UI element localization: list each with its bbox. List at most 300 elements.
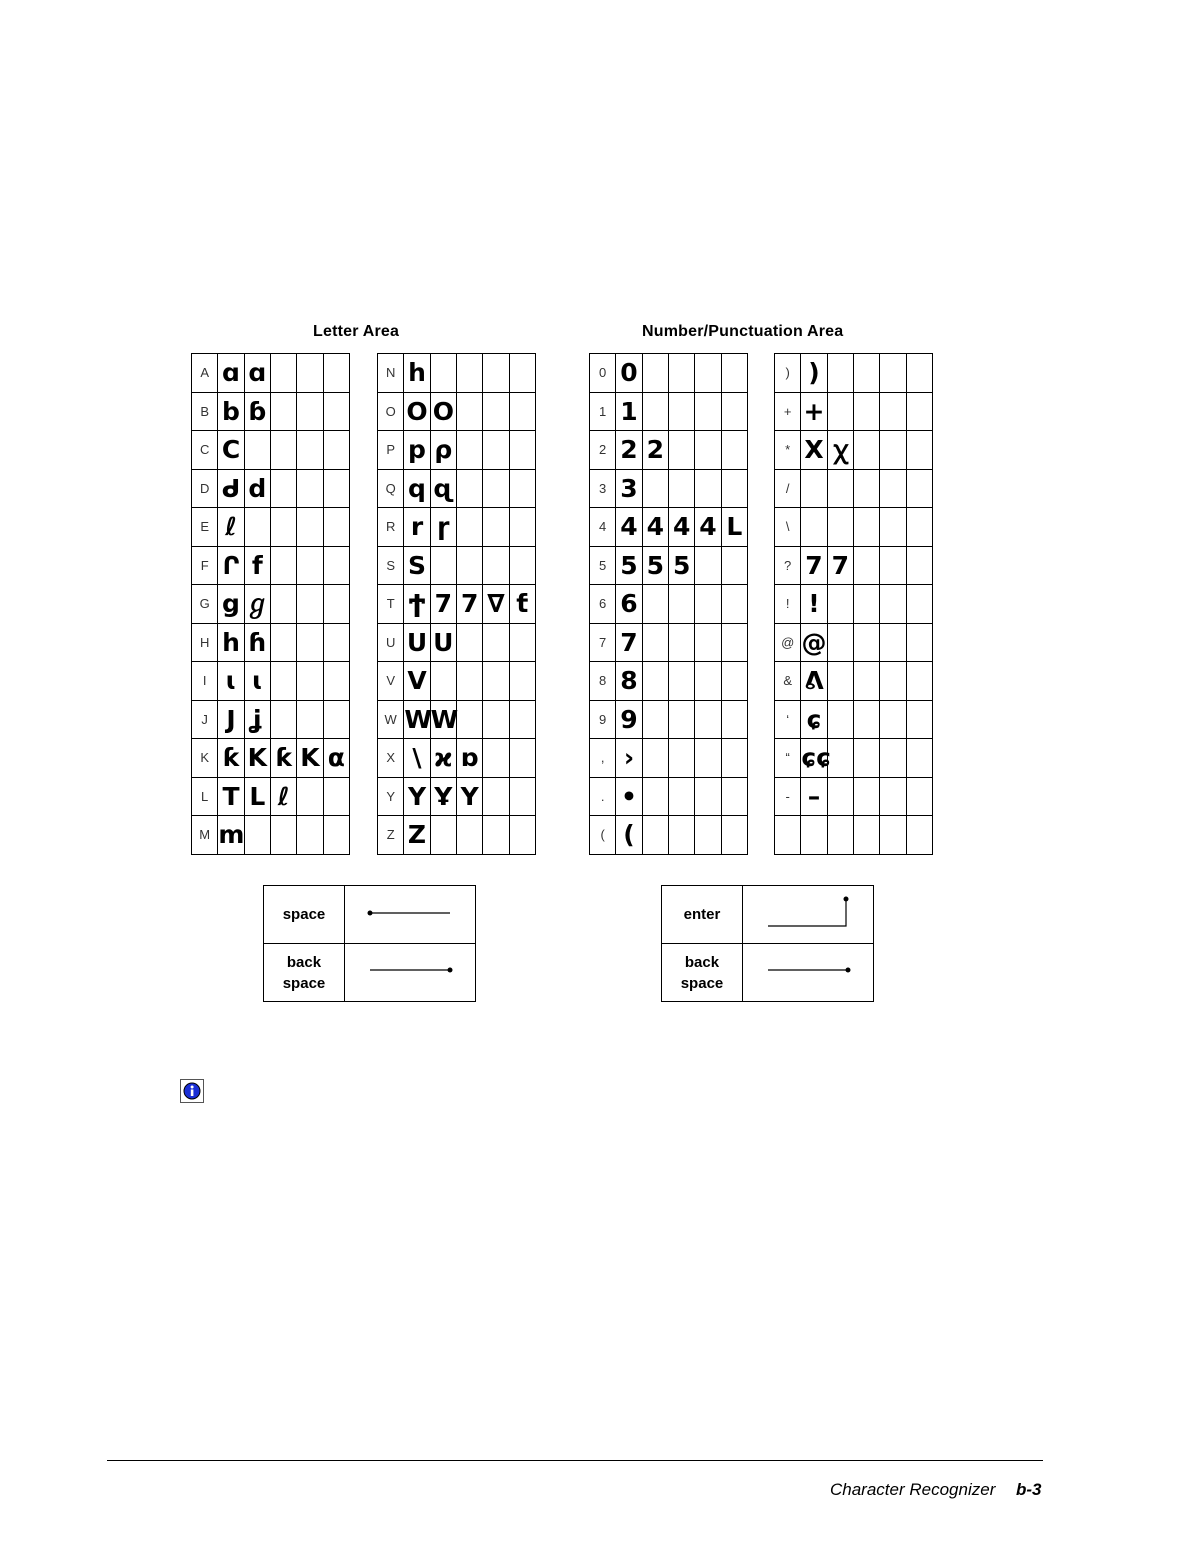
empty-cell <box>853 354 879 393</box>
empty-cell <box>721 662 747 701</box>
empty-cell <box>668 700 694 739</box>
empty-cell <box>853 739 879 778</box>
empty-cell <box>323 777 349 816</box>
empty-cell <box>270 816 296 855</box>
handwriting-sample: ɋ <box>430 469 456 508</box>
grid-row <box>775 546 933 585</box>
row-label: \ <box>775 508 801 547</box>
handwriting-sample: q <box>404 469 430 508</box>
row-label: S <box>378 546 404 585</box>
gesture-label: enter <box>662 886 743 944</box>
empty-cell <box>509 662 535 701</box>
empty-cell <box>668 816 694 855</box>
number-grid-digits <box>589 353 748 855</box>
empty-cell <box>880 777 906 816</box>
empty-cell <box>270 469 296 508</box>
handwriting-sample: 0 <box>616 354 642 393</box>
handwriting-sample: ɕɕ <box>801 739 827 778</box>
empty-cell <box>853 777 879 816</box>
handwriting-sample: T <box>218 777 244 816</box>
empty-cell <box>642 392 668 431</box>
empty-cell <box>668 392 694 431</box>
empty-cell <box>827 777 853 816</box>
handwriting-sample: ∇ <box>483 585 509 624</box>
grid-row <box>378 700 536 739</box>
handwriting-sample: ɼ <box>430 508 456 547</box>
punctuation-grid <box>774 353 933 855</box>
empty-cell <box>906 469 932 508</box>
grid-row <box>775 662 933 701</box>
row-label: W <box>378 700 404 739</box>
grid-row <box>775 469 933 508</box>
grid-row <box>378 354 536 393</box>
row-label: ) <box>775 354 801 393</box>
empty-cell <box>483 431 509 470</box>
empty-cell <box>721 816 747 855</box>
handwriting-sample: ꭓ <box>827 431 853 470</box>
handwriting-sample: + <box>801 392 827 431</box>
empty-cell <box>827 585 853 624</box>
gesture-label: space <box>264 886 345 944</box>
row-label: 7 <box>590 623 616 662</box>
empty-cell <box>721 585 747 624</box>
empty-cell <box>456 469 482 508</box>
row-label: ! <box>775 585 801 624</box>
empty-cell <box>668 739 694 778</box>
empty-cell <box>721 623 747 662</box>
row-label: A <box>192 354 218 393</box>
handwriting-sample: d <box>244 469 270 508</box>
empty-cell <box>880 546 906 585</box>
empty-cell <box>668 662 694 701</box>
handwriting-sample: 4 <box>668 508 694 547</box>
row-label: ‘ <box>775 700 801 739</box>
grid-row <box>590 623 748 662</box>
row-label: * <box>775 431 801 470</box>
handwriting-sample: 5 <box>616 546 642 585</box>
empty-cell <box>456 431 482 470</box>
grid-row <box>192 700 350 739</box>
empty-cell <box>668 469 694 508</box>
grid-row <box>192 508 350 547</box>
row-label: N <box>378 354 404 393</box>
empty-cell <box>695 700 721 739</box>
grid-row <box>590 700 748 739</box>
grid-row <box>378 739 536 778</box>
empty-cell <box>456 354 482 393</box>
empty-cell <box>827 739 853 778</box>
empty-cell <box>853 469 879 508</box>
empty-cell <box>721 354 747 393</box>
empty-cell <box>509 739 535 778</box>
handwriting-sample: f <box>244 546 270 585</box>
handwriting-sample: W <box>404 700 430 739</box>
empty-cell <box>853 546 879 585</box>
grid-row <box>378 546 536 585</box>
handwriting-sample: h <box>218 623 244 662</box>
handwriting-sample: ) <box>801 354 827 393</box>
info-icon <box>180 1079 204 1103</box>
row-label: O <box>378 392 404 431</box>
empty-cell <box>695 623 721 662</box>
empty-cell <box>509 700 535 739</box>
gesture-row <box>264 886 476 944</box>
grid-row <box>590 585 748 624</box>
empty-cell <box>297 546 323 585</box>
row-label: C <box>192 431 218 470</box>
empty-cell <box>642 469 668 508</box>
empty-cell <box>906 508 932 547</box>
empty-cell <box>323 585 349 624</box>
empty-cell <box>270 431 296 470</box>
empty-cell <box>483 469 509 508</box>
gesture-stroke-icon <box>743 944 874 1002</box>
grid-row <box>378 816 536 855</box>
handwriting-sample: Y <box>404 777 430 816</box>
handwriting-sample: ƙ <box>218 739 244 778</box>
handwriting-sample: 9 <box>616 700 642 739</box>
empty-cell <box>456 816 482 855</box>
row-label: U <box>378 623 404 662</box>
empty-cell <box>456 392 482 431</box>
handwriting-sample: S <box>404 546 430 585</box>
grid-row <box>192 777 350 816</box>
empty-cell <box>801 508 827 547</box>
empty-cell <box>721 739 747 778</box>
grid-row <box>775 816 933 855</box>
handwriting-sample: U <box>430 623 456 662</box>
row-label: / <box>775 469 801 508</box>
handwriting-sample: 7 <box>827 546 853 585</box>
empty-cell <box>827 623 853 662</box>
empty-cell <box>323 431 349 470</box>
empty-cell <box>270 623 296 662</box>
empty-cell <box>880 816 906 855</box>
empty-cell <box>695 354 721 393</box>
grid-row <box>192 469 350 508</box>
handwriting-sample: h <box>404 354 430 393</box>
handwriting-sample: 8 <box>616 662 642 701</box>
empty-cell <box>721 431 747 470</box>
empty-cell <box>430 662 456 701</box>
empty-cell <box>801 469 827 508</box>
empty-cell <box>483 700 509 739</box>
handwriting-sample: 4 <box>642 508 668 547</box>
handwriting-sample: › <box>616 739 642 778</box>
empty-cell <box>509 777 535 816</box>
handwriting-sample: Z <box>404 816 430 855</box>
empty-cell <box>880 469 906 508</box>
handwriting-sample: ( <box>616 816 642 855</box>
empty-cell <box>297 585 323 624</box>
row-label: H <box>192 623 218 662</box>
row-label: @ <box>775 623 801 662</box>
empty-cell <box>827 662 853 701</box>
empty-cell <box>695 469 721 508</box>
empty-cell <box>906 623 932 662</box>
empty-cell <box>270 508 296 547</box>
empty-cell <box>721 777 747 816</box>
letter-gesture-table <box>263 885 476 1002</box>
empty-cell <box>642 662 668 701</box>
empty-cell <box>244 816 270 855</box>
empty-cell <box>509 469 535 508</box>
grid-row <box>590 508 748 547</box>
handwriting-sample: 4 <box>695 508 721 547</box>
empty-cell <box>323 354 349 393</box>
row-label: K <box>192 739 218 778</box>
grid-row <box>378 392 536 431</box>
empty-cell <box>880 662 906 701</box>
handwriting-sample: ʝ <box>244 700 270 739</box>
handwriting-sample: ɓ <box>244 392 270 431</box>
empty-cell <box>509 546 535 585</box>
footer-rule <box>107 1460 1043 1461</box>
gesture-row <box>662 886 874 944</box>
empty-cell <box>483 739 509 778</box>
empty-cell <box>270 392 296 431</box>
row-label: 8 <box>590 662 616 701</box>
letter-area-title: Letter Area <box>313 323 400 340</box>
row-label: L <box>192 777 218 816</box>
empty-cell <box>906 546 932 585</box>
empty-cell <box>721 546 747 585</box>
row-label <box>775 816 801 855</box>
row-label: V <box>378 662 404 701</box>
gesture-row <box>662 944 874 1002</box>
grid-row <box>775 431 933 470</box>
empty-cell <box>721 700 747 739</box>
empty-cell <box>483 662 509 701</box>
row-label: 4 <box>590 508 616 547</box>
row-label: Z <box>378 816 404 855</box>
row-label: 9 <box>590 700 616 739</box>
row-label: E <box>192 508 218 547</box>
handwriting-sample: ᑯ <box>218 469 244 508</box>
handwriting-sample: O <box>404 392 430 431</box>
empty-cell <box>483 354 509 393</box>
handwriting-sample: ℓ <box>218 508 244 547</box>
empty-cell <box>297 816 323 855</box>
handwriting-sample: K <box>297 739 323 778</box>
empty-cell <box>297 508 323 547</box>
empty-cell <box>297 431 323 470</box>
handwriting-sample: r <box>404 508 430 547</box>
empty-cell <box>853 662 879 701</box>
handwriting-sample: L <box>721 508 747 547</box>
gesture-stroke-icon <box>345 944 476 1002</box>
row-label: - <box>775 777 801 816</box>
empty-cell <box>906 816 932 855</box>
row-label: + <box>775 392 801 431</box>
row-label: P <box>378 431 404 470</box>
grid-row <box>378 431 536 470</box>
grid-row <box>775 585 933 624</box>
grid-row <box>590 777 748 816</box>
empty-cell <box>880 354 906 393</box>
empty-cell <box>668 585 694 624</box>
handwriting-sample: @ <box>801 623 827 662</box>
grid-row <box>378 508 536 547</box>
empty-cell <box>827 816 853 855</box>
handwriting-sample: m <box>218 816 244 855</box>
handwriting-sample: 7 <box>616 623 642 662</box>
empty-cell <box>323 392 349 431</box>
grid-row <box>192 354 350 393</box>
handwriting-sample: 5 <box>668 546 694 585</box>
letter-grid-a-m <box>191 353 350 855</box>
empty-cell <box>483 392 509 431</box>
grid-row <box>590 392 748 431</box>
handwriting-sample: 4 <box>616 508 642 547</box>
row-label: . <box>590 777 616 816</box>
grid-row <box>775 777 933 816</box>
empty-cell <box>456 623 482 662</box>
empty-cell <box>270 546 296 585</box>
handwriting-sample: ϰ <box>430 739 456 778</box>
row-label: X <box>378 739 404 778</box>
empty-cell <box>430 354 456 393</box>
empty-cell <box>695 431 721 470</box>
handwriting-sample: ℊ <box>244 585 270 624</box>
empty-cell <box>323 700 349 739</box>
empty-cell <box>853 508 879 547</box>
empty-cell <box>483 777 509 816</box>
empty-cell <box>297 354 323 393</box>
row-label: ? <box>775 546 801 585</box>
row-label: R <box>378 508 404 547</box>
empty-cell <box>880 700 906 739</box>
empty-cell <box>880 623 906 662</box>
empty-cell <box>456 508 482 547</box>
row-label: Q <box>378 469 404 508</box>
empty-cell <box>297 700 323 739</box>
handwriting-sample: ᕕ <box>801 662 827 701</box>
empty-cell <box>642 354 668 393</box>
grid-row <box>192 739 350 778</box>
empty-cell <box>853 392 879 431</box>
row-label: 3 <box>590 469 616 508</box>
empty-cell <box>668 623 694 662</box>
grid-row <box>192 546 350 585</box>
empty-cell <box>323 662 349 701</box>
empty-cell <box>880 585 906 624</box>
grid-row <box>590 739 748 778</box>
empty-cell <box>827 392 853 431</box>
row-label: 0 <box>590 354 616 393</box>
grid-row <box>590 816 748 855</box>
empty-cell <box>827 700 853 739</box>
empty-cell <box>695 662 721 701</box>
empty-cell <box>323 816 349 855</box>
handwriting-sample: 2 <box>642 431 668 470</box>
empty-cell <box>456 700 482 739</box>
empty-cell <box>642 585 668 624</box>
empty-cell <box>297 469 323 508</box>
empty-cell <box>906 777 932 816</box>
grid-row <box>192 585 350 624</box>
handwriting-sample: ℓ <box>270 777 296 816</box>
empty-cell <box>906 431 932 470</box>
empty-cell <box>483 816 509 855</box>
empty-cell <box>456 662 482 701</box>
empty-cell <box>509 816 535 855</box>
row-label: J <box>192 700 218 739</box>
empty-cell <box>906 739 932 778</box>
handwriting-sample: V <box>404 662 430 701</box>
empty-cell <box>483 508 509 547</box>
empty-cell <box>801 816 827 855</box>
handwriting-sample: J <box>218 700 244 739</box>
row-label: I <box>192 662 218 701</box>
empty-cell <box>668 777 694 816</box>
row-label: 1 <box>590 392 616 431</box>
empty-cell <box>721 469 747 508</box>
empty-cell <box>270 700 296 739</box>
handwriting-sample: Ր <box>218 546 244 585</box>
grid-row <box>378 662 536 701</box>
handwriting-sample: Y <box>456 777 482 816</box>
row-label: B <box>192 392 218 431</box>
gesture-stroke-icon <box>345 886 476 944</box>
empty-cell <box>695 585 721 624</box>
grid-row <box>192 816 350 855</box>
handwriting-sample: ɑ <box>218 354 244 393</box>
empty-cell <box>642 739 668 778</box>
empty-cell <box>509 623 535 662</box>
empty-cell <box>297 777 323 816</box>
empty-cell <box>323 546 349 585</box>
page-number: b-3 <box>1016 1480 1042 1499</box>
row-label: 2 <box>590 431 616 470</box>
number-gesture-table <box>661 885 874 1002</box>
empty-cell <box>827 469 853 508</box>
handwriting-sample: p <box>404 431 430 470</box>
grid-row <box>378 777 536 816</box>
handwriting-sample: ƙ <box>270 739 296 778</box>
row-label: “ <box>775 739 801 778</box>
row-label: 6 <box>590 585 616 624</box>
empty-cell <box>509 431 535 470</box>
empty-cell <box>270 354 296 393</box>
grid-row <box>192 431 350 470</box>
row-label: Y <box>378 777 404 816</box>
handwriting-sample: 1 <box>616 392 642 431</box>
empty-cell <box>297 392 323 431</box>
row-label: 5 <box>590 546 616 585</box>
handwriting-sample: 5 <box>642 546 668 585</box>
gesture-stroke-icon <box>743 886 874 944</box>
empty-cell <box>323 508 349 547</box>
grid-row <box>192 623 350 662</box>
empty-cell <box>509 354 535 393</box>
empty-cell <box>695 392 721 431</box>
handwriting-sample: ƭ <box>509 585 535 624</box>
row-label: D <box>192 469 218 508</box>
grid-row <box>775 623 933 662</box>
grid-row <box>590 469 748 508</box>
handwriting-sample: 7 <box>456 585 482 624</box>
empty-cell <box>721 392 747 431</box>
row-label: ( <box>590 816 616 855</box>
handwriting-sample: L <box>244 777 270 816</box>
empty-cell <box>695 777 721 816</box>
row-label: F <box>192 546 218 585</box>
grid-row <box>590 431 748 470</box>
row-label: T <box>378 585 404 624</box>
empty-cell <box>642 623 668 662</box>
handwriting-sample: – <box>801 777 827 816</box>
